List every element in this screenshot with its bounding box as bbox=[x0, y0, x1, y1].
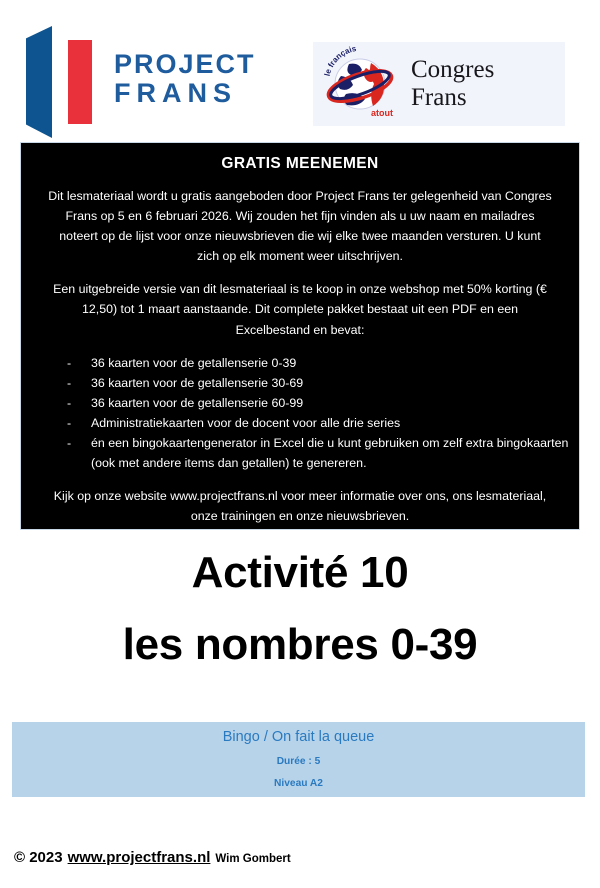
bullet-dash: - bbox=[67, 395, 72, 410]
page-header bbox=[0, 0, 600, 140]
project-frans-wordmark bbox=[114, 50, 256, 108]
promo-item-list bbox=[21, 353, 579, 474]
page-footer bbox=[14, 849, 291, 866]
subject-title: les nombres 0-39 bbox=[122, 620, 478, 669]
flag-blue-wedge bbox=[26, 26, 52, 138]
activity-title: Activité 10 bbox=[191, 548, 409, 597]
promo-box bbox=[20, 142, 580, 530]
bullet-dash: - bbox=[67, 355, 72, 370]
activity-info-box bbox=[12, 722, 585, 797]
list-item bbox=[21, 393, 579, 413]
congres-name-line-1: Congres bbox=[411, 56, 495, 83]
promo-paragraph-3: Kijk op onze website www.projectfrans.nl voor meer informatie over ons, ons lesmateriaal, onze trainingen en onze nieuwsbrieven. bbox=[53, 489, 547, 524]
wordmark-line-1: PROJECT bbox=[114, 49, 256, 79]
svg-text:le français: le français bbox=[322, 46, 358, 77]
list-item-label: 36 kaarten voor de getallenserie 60-99 bbox=[91, 395, 304, 410]
copyright-text: © 2023 bbox=[14, 849, 63, 866]
promo-paragraph-2: Een uitgebreide versie van dit lesmateriaal is te koop in onze webshop met 50% korting (€ 12,50) tot 1 maart aanstaande. Dit complete pakket bestaat uit een PDF en een Excelbestand en bevat: bbox=[53, 282, 547, 337]
list-item bbox=[21, 373, 579, 393]
french-flag-icon bbox=[22, 26, 104, 138]
congres-name-line-2: Frans bbox=[411, 84, 467, 111]
list-item-label: én een bingokaartengenerator in Excel die u kunt gebruiken om zelf extra bingokaarten (ook met andere items dan getallen) te genereren. bbox=[91, 436, 569, 471]
website-link[interactable]: www.projectfrans.nl bbox=[67, 849, 211, 866]
activity-duration: Durée : 5 bbox=[276, 756, 321, 767]
list-item bbox=[21, 353, 579, 373]
flag-red-bar bbox=[68, 40, 92, 124]
list-item-label: 36 kaarten voor de getallenserie 30-69 bbox=[91, 375, 304, 390]
activity-level: Niveau A2 bbox=[274, 778, 323, 789]
congres-frans-wordmark bbox=[411, 56, 494, 112]
bullet-dash: - bbox=[67, 375, 72, 390]
promo-paragraph-1: Dit lesmateriaal wordt u gratis aangeboden door Project Frans ter gelegenheid van Congres Frans op 5 en 6 februari 2026. Wij zouden het fijn vinden als u uw naam en mailadres noteert op de lijst voor onze nieuwsbrieven die wij elke twee maanden versturen. U kunt zich op elk moment weer uitschrijven. bbox=[48, 189, 552, 264]
bullet-dash: - bbox=[67, 415, 72, 430]
promo-title: GRATIS MEENEMEN bbox=[221, 155, 379, 172]
congres-frans-logo-panel bbox=[313, 42, 565, 126]
list-item bbox=[21, 413, 579, 433]
list-item bbox=[21, 433, 579, 473]
svg-text:atout: atout bbox=[371, 108, 393, 118]
list-item-label: 36 kaarten voor de getallenserie 0-39 bbox=[91, 355, 297, 370]
wordmark-line-2: FRANS bbox=[114, 78, 237, 109]
list-item-label: Administratiekaarten voor de docent voor alle drie series bbox=[91, 415, 401, 430]
bullet-dash: - bbox=[67, 436, 72, 451]
activity-name: Bingo / On fait la queue bbox=[222, 729, 375, 745]
author-name: Wim Gombert bbox=[215, 853, 291, 865]
globe-icon bbox=[319, 46, 401, 122]
project-frans-logo bbox=[22, 26, 292, 138]
